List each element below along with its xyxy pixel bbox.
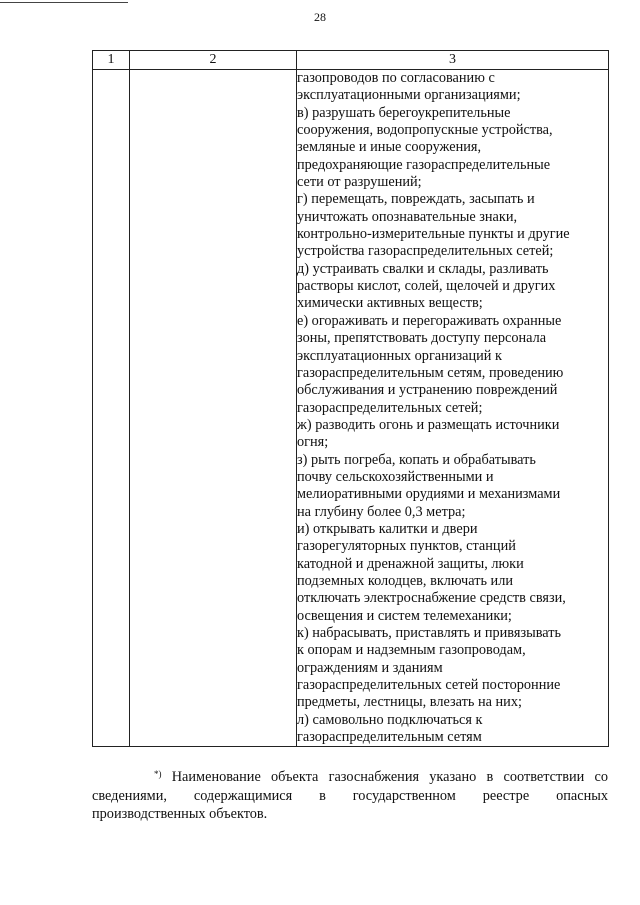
- text-line: к опорам и надземным газопроводам,: [297, 642, 526, 659]
- text-line: в) разрушать берегоукрепительные: [297, 104, 511, 121]
- text-line: д) устраивать свалки и склады, разливать: [297, 260, 549, 277]
- page-number: 28: [314, 10, 326, 24]
- text-line: газораспределительным сетям, проведению: [297, 364, 564, 381]
- text-line: и) открывать калитки и двери: [297, 520, 478, 537]
- text-line: огня;: [297, 434, 329, 451]
- text-line: подземных колодцев, включать или: [297, 572, 513, 589]
- text-line: е) огораживать и перегораживать охранные: [297, 312, 562, 329]
- text-line: к) набрасывать, приставлять и привязывать: [297, 625, 562, 641]
- text-line: газораспределительным сетям: [297, 729, 482, 746]
- text-line: газорегуляторных пунктов, станций: [297, 538, 516, 555]
- text-line: мелиоративными орудиями и механизмами: [297, 486, 561, 503]
- text-line: предметы, лестницы, влезать на них;: [297, 694, 522, 711]
- text-line: г) перемещать, повреждать, засыпать и: [297, 191, 535, 208]
- text-line: газораспределительных сетей посторонние: [297, 677, 561, 694]
- text-line: з) рыть погреба, копать и обрабатывать: [297, 451, 536, 468]
- text-line: отключать электроснабжение средств связи,: [297, 590, 566, 607]
- text-line: сети от разрушений;: [297, 174, 422, 191]
- text-line: ж) разводить огонь и размещать источники: [297, 416, 560, 433]
- text-line: освещения и систем телемеханики;: [297, 607, 512, 624]
- text-line: зоны, препятствовать доступу персонала: [297, 330, 547, 347]
- text-line: ограждениям и зданиям: [297, 659, 443, 676]
- text-line: уничтожать опознавательные знаки,: [297, 208, 518, 225]
- text-line: устройства газораспределительных сетей;: [297, 243, 554, 260]
- text-line: предохраняющие газораспределительные: [297, 156, 551, 173]
- text-line: эксплуатационных организаций к: [297, 347, 502, 364]
- footnote-marker: *): [154, 769, 162, 779]
- header-col-2: 2: [130, 51, 297, 70]
- text-line: л) самовольно подключаться к: [297, 711, 483, 728]
- text-line: газораспределительных сетей;: [297, 399, 483, 416]
- text-line: контрольно-измерительные пункты и другие: [297, 226, 570, 243]
- text-line: газопроводов по согласованию с: [297, 70, 495, 86]
- text-line: растворы кислот, солей, щелочей и других: [297, 278, 556, 295]
- table-header-row: [93, 51, 609, 70]
- header-col-1: 1: [93, 51, 130, 70]
- header-col-3: 3: [297, 51, 609, 70]
- text-line: эксплуатационными организациями;: [297, 87, 521, 104]
- text-line: почву сельскохозяйственными и: [297, 468, 494, 485]
- cell-col-3: [297, 70, 609, 747]
- text-line: земляные и иные сооружения,: [297, 139, 482, 156]
- text-line: на глубину более 0,3 метра;: [297, 503, 466, 520]
- restrictions-text: [297, 70, 608, 746]
- text-line: обслуживания и устранению повреждений: [297, 382, 558, 399]
- document-table: [92, 50, 609, 747]
- text-line: химически активных веществ;: [297, 295, 483, 312]
- cell-col-1: [93, 70, 130, 747]
- table-row: [93, 70, 609, 747]
- text-line: сооружения, водопропускные устройства,: [297, 122, 553, 139]
- footnote: [92, 768, 608, 824]
- top-rule: [0, 2, 128, 3]
- footnote-text: Наименование объекта газоснабжения указано в соответствии со сведениями, содержащимися в государственном реестре опасных производственных объектов.: [92, 769, 608, 822]
- cell-col-2: [130, 70, 297, 747]
- text-line: катодной и дренажной защиты, люки: [297, 555, 524, 572]
